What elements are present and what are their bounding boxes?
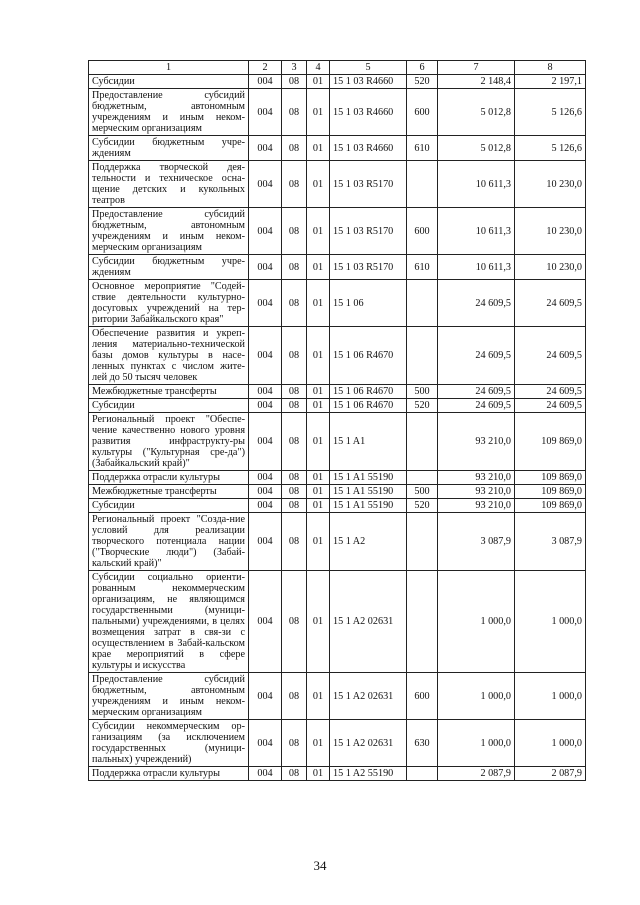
subsection-code-cell: 01 — [307, 399, 330, 413]
amount-year-1-cell: 10 611,3 — [438, 208, 515, 255]
section-code-cell: 08 — [282, 136, 307, 161]
table-row — [89, 720, 586, 767]
section-code-cell: 08 — [282, 413, 307, 471]
expense-type-cell: 610 — [407, 136, 438, 161]
expense-type-cell: 520 — [407, 399, 438, 413]
row-name-cell: Поддержка отрасли культуры — [89, 471, 249, 485]
expense-type-cell — [407, 280, 438, 327]
page-number: 34 — [313, 858, 327, 873]
row-name-cell: Поддержка творческой дея-тельности и техническое осна-щение детских и кукольных театров — [89, 161, 249, 208]
ministry-code-cell: 004 — [249, 571, 282, 673]
budget-table — [88, 60, 586, 781]
amount-year-1-cell: 1 000,0 — [438, 571, 515, 673]
amount-year-1-cell: 24 609,5 — [438, 399, 515, 413]
amount-year-2-cell: 2 197,1 — [515, 75, 586, 89]
target-article-cell: 15 1 A1 55190 — [330, 471, 407, 485]
column-header: 2 — [249, 61, 282, 75]
target-article-cell: 15 1 A2 02631 — [330, 571, 407, 673]
row-name-cell: Межбюджетные трансферты — [89, 485, 249, 499]
target-article-cell: 15 1 03 R4660 — [330, 75, 407, 89]
section-code-cell: 08 — [282, 255, 307, 280]
ministry-code-cell: 004 — [249, 471, 282, 485]
ministry-code-cell: 004 — [249, 89, 282, 136]
ministry-code-cell: 004 — [249, 720, 282, 767]
table-row — [89, 89, 586, 136]
target-article-cell: 15 1 A2 02631 — [330, 720, 407, 767]
expense-type-cell — [407, 767, 438, 781]
table-row — [89, 499, 586, 513]
target-article-cell: 15 1 06 R4670 — [330, 327, 407, 385]
table-row — [89, 327, 586, 385]
table-row — [89, 471, 586, 485]
row-name-cell: Субсидии — [89, 399, 249, 413]
ministry-code-cell: 004 — [249, 767, 282, 781]
subsection-code-cell: 01 — [307, 413, 330, 471]
amount-year-1-cell: 5 012,8 — [438, 89, 515, 136]
row-name-cell: Основное мероприятие "Содей-ствие деятельности культурно-досуговых учреждений на тер-ритории Забайкальского края" — [89, 280, 249, 327]
amount-year-2-cell: 2 087,9 — [515, 767, 586, 781]
target-article-cell: 15 1 03 R5170 — [330, 161, 407, 208]
section-code-cell: 08 — [282, 471, 307, 485]
table-header-row — [89, 61, 586, 75]
amount-year-1-cell: 24 609,5 — [438, 385, 515, 399]
amount-year-2-cell: 109 869,0 — [515, 485, 586, 499]
ministry-code-cell: 004 — [249, 161, 282, 208]
table-row — [89, 161, 586, 208]
column-header: 3 — [282, 61, 307, 75]
ministry-code-cell: 004 — [249, 385, 282, 399]
table-row — [89, 280, 586, 327]
subsection-code-cell: 01 — [307, 385, 330, 399]
ministry-code-cell: 004 — [249, 255, 282, 280]
section-code-cell: 08 — [282, 208, 307, 255]
expense-type-cell: 520 — [407, 499, 438, 513]
expense-type-cell: 630 — [407, 720, 438, 767]
section-code-cell: 08 — [282, 385, 307, 399]
row-name-cell: Субсидии некоммерческим ор-ганизациям (за исключением государственных (муници-пальных) учреждений) — [89, 720, 249, 767]
expense-type-cell: 500 — [407, 485, 438, 499]
row-name-cell: Субсидии бюджетным учре-ждениям — [89, 255, 249, 280]
amount-year-2-cell: 10 230,0 — [515, 161, 586, 208]
table-row — [89, 75, 586, 89]
expense-type-cell — [407, 327, 438, 385]
row-name-cell: Региональный проект "Обеспе-чение качественно нового уровня развития инфраструкту-ры культуры ("Культурная сре-да") (Забайкальский край)" — [89, 413, 249, 471]
subsection-code-cell: 01 — [307, 136, 330, 161]
ministry-code-cell: 004 — [249, 413, 282, 471]
subsection-code-cell: 01 — [307, 280, 330, 327]
amount-year-2-cell: 10 230,0 — [515, 208, 586, 255]
amount-year-1-cell: 93 210,0 — [438, 471, 515, 485]
subsection-code-cell: 01 — [307, 571, 330, 673]
table-row — [89, 208, 586, 255]
table-row — [89, 136, 586, 161]
amount-year-2-cell: 24 609,5 — [515, 327, 586, 385]
section-code-cell: 08 — [282, 513, 307, 571]
target-article-cell: 15 1 03 R4660 — [330, 89, 407, 136]
subsection-code-cell: 01 — [307, 208, 330, 255]
section-code-cell: 08 — [282, 767, 307, 781]
target-article-cell: 15 1 06 R4670 — [330, 399, 407, 413]
row-name-cell: Субсидии бюджетным учре-ждениям — [89, 136, 249, 161]
expense-type-cell: 600 — [407, 208, 438, 255]
expense-type-cell — [407, 161, 438, 208]
table-row — [89, 485, 586, 499]
subsection-code-cell: 01 — [307, 720, 330, 767]
row-name-cell: Предоставление субсидий бюджетным, автономным учреждениям и иным неком-мерческим организациям — [89, 673, 249, 720]
table-row — [89, 399, 586, 413]
column-header: 5 — [330, 61, 407, 75]
amount-year-1-cell: 1 000,0 — [438, 720, 515, 767]
section-code-cell: 08 — [282, 485, 307, 499]
amount-year-1-cell: 5 012,8 — [438, 136, 515, 161]
amount-year-1-cell: 24 609,5 — [438, 327, 515, 385]
table-row — [89, 571, 586, 673]
expense-type-cell — [407, 471, 438, 485]
section-code-cell: 08 — [282, 280, 307, 327]
target-article-cell: 15 1 06 — [330, 280, 407, 327]
table-row — [89, 767, 586, 781]
table-row — [89, 385, 586, 399]
amount-year-1-cell: 10 611,3 — [438, 161, 515, 208]
row-name-cell: Субсидии социально ориенти-рованным некоммерческим организациям, не являющимся государственными (муници-пальными) учреждениями, в целях возмещения затрат в свя-зи с осуществлением в Забай-кальском крае мероприятий в сфере культуры и искусства — [89, 571, 249, 673]
expense-type-cell: 600 — [407, 673, 438, 720]
amount-year-2-cell: 109 869,0 — [515, 413, 586, 471]
amount-year-1-cell: 3 087,9 — [438, 513, 515, 571]
amount-year-1-cell: 93 210,0 — [438, 499, 515, 513]
row-name-cell: Региональный проект "Созда-ние условий для реализации творческого потенциала нации ("Творческие люди") (Забай-кальский край)" — [89, 513, 249, 571]
amount-year-1-cell: 1 000,0 — [438, 673, 515, 720]
subsection-code-cell: 01 — [307, 767, 330, 781]
expense-type-cell — [407, 513, 438, 571]
subsection-code-cell: 01 — [307, 327, 330, 385]
section-code-cell: 08 — [282, 673, 307, 720]
subsection-code-cell: 01 — [307, 673, 330, 720]
target-article-cell: 15 1 A1 — [330, 413, 407, 471]
amount-year-2-cell: 24 609,5 — [515, 280, 586, 327]
table-row — [89, 513, 586, 571]
target-article-cell: 15 1 03 R5170 — [330, 208, 407, 255]
amount-year-1-cell: 93 210,0 — [438, 413, 515, 471]
subsection-code-cell: 01 — [307, 485, 330, 499]
amount-year-2-cell: 109 869,0 — [515, 471, 586, 485]
target-article-cell: 15 1 A1 55190 — [330, 485, 407, 499]
row-name-cell: Субсидии — [89, 499, 249, 513]
row-name-cell: Межбюджетные трансферты — [89, 385, 249, 399]
column-header: 8 — [515, 61, 586, 75]
subsection-code-cell: 01 — [307, 471, 330, 485]
row-name-cell: Предоставление субсидий бюджетным, автономным учреждениям и иным неком-мерческим организациям — [89, 208, 249, 255]
column-header: 7 — [438, 61, 515, 75]
table-row — [89, 255, 586, 280]
expense-type-cell — [407, 413, 438, 471]
subsection-code-cell: 01 — [307, 499, 330, 513]
column-header: 4 — [307, 61, 330, 75]
ministry-code-cell: 004 — [249, 280, 282, 327]
amount-year-1-cell: 10 611,3 — [438, 255, 515, 280]
row-name-cell: Предоставление субсидий бюджетным, автономным учреждениям и иным неком-мерческим организациям — [89, 89, 249, 136]
expense-type-cell: 500 — [407, 385, 438, 399]
ministry-code-cell: 004 — [249, 208, 282, 255]
ministry-code-cell: 004 — [249, 513, 282, 571]
row-name-cell: Субсидии — [89, 75, 249, 89]
ministry-code-cell: 004 — [249, 673, 282, 720]
section-code-cell: 08 — [282, 571, 307, 673]
amount-year-1-cell: 24 609,5 — [438, 280, 515, 327]
ministry-code-cell: 004 — [249, 327, 282, 385]
ministry-code-cell: 004 — [249, 136, 282, 161]
section-code-cell: 08 — [282, 161, 307, 208]
amount-year-1-cell: 93 210,0 — [438, 485, 515, 499]
amount-year-1-cell: 2 148,4 — [438, 75, 515, 89]
section-code-cell: 08 — [282, 89, 307, 136]
expense-type-cell: 610 — [407, 255, 438, 280]
target-article-cell: 15 1 03 R5170 — [330, 255, 407, 280]
amount-year-2-cell: 10 230,0 — [515, 255, 586, 280]
section-code-cell: 08 — [282, 327, 307, 385]
section-code-cell: 08 — [282, 499, 307, 513]
amount-year-2-cell: 3 087,9 — [515, 513, 586, 571]
section-code-cell: 08 — [282, 720, 307, 767]
amount-year-1-cell: 2 087,9 — [438, 767, 515, 781]
table-body — [89, 75, 586, 781]
target-article-cell: 15 1 03 R4660 — [330, 136, 407, 161]
subsection-code-cell: 01 — [307, 89, 330, 136]
target-article-cell: 15 1 A1 55190 — [330, 499, 407, 513]
ministry-code-cell: 004 — [249, 75, 282, 89]
ministry-code-cell: 004 — [249, 485, 282, 499]
column-header: 1 — [89, 61, 249, 75]
amount-year-2-cell: 109 869,0 — [515, 499, 586, 513]
amount-year-2-cell: 1 000,0 — [515, 571, 586, 673]
row-name-cell: Обеспечение развития и укреп-ления материально-технической базы домов культуры в насе-ленных пунктах с числом жите-лей до 50 тысяч человек — [89, 327, 249, 385]
target-article-cell: 15 1 A2 — [330, 513, 407, 571]
section-code-cell: 08 — [282, 75, 307, 89]
target-article-cell: 15 1 06 R4670 — [330, 385, 407, 399]
expense-type-cell: 520 — [407, 75, 438, 89]
subsection-code-cell: 01 — [307, 161, 330, 208]
amount-year-2-cell: 1 000,0 — [515, 673, 586, 720]
amount-year-2-cell: 1 000,0 — [515, 720, 586, 767]
target-article-cell: 15 1 A2 02631 — [330, 673, 407, 720]
amount-year-2-cell: 5 126,6 — [515, 136, 586, 161]
subsection-code-cell: 01 — [307, 513, 330, 571]
ministry-code-cell: 004 — [249, 399, 282, 413]
amount-year-2-cell: 5 126,6 — [515, 89, 586, 136]
subsection-code-cell: 01 — [307, 75, 330, 89]
row-name-cell: Поддержка отрасли культуры — [89, 767, 249, 781]
ministry-code-cell: 004 — [249, 499, 282, 513]
table-row — [89, 673, 586, 720]
section-code-cell: 08 — [282, 399, 307, 413]
target-article-cell: 15 1 A2 55190 — [330, 767, 407, 781]
column-header: 6 — [407, 61, 438, 75]
subsection-code-cell: 01 — [307, 255, 330, 280]
expense-type-cell — [407, 571, 438, 673]
expense-type-cell: 600 — [407, 89, 438, 136]
table-row — [89, 413, 586, 471]
amount-year-2-cell: 24 609,5 — [515, 399, 586, 413]
amount-year-2-cell: 24 609,5 — [515, 385, 586, 399]
